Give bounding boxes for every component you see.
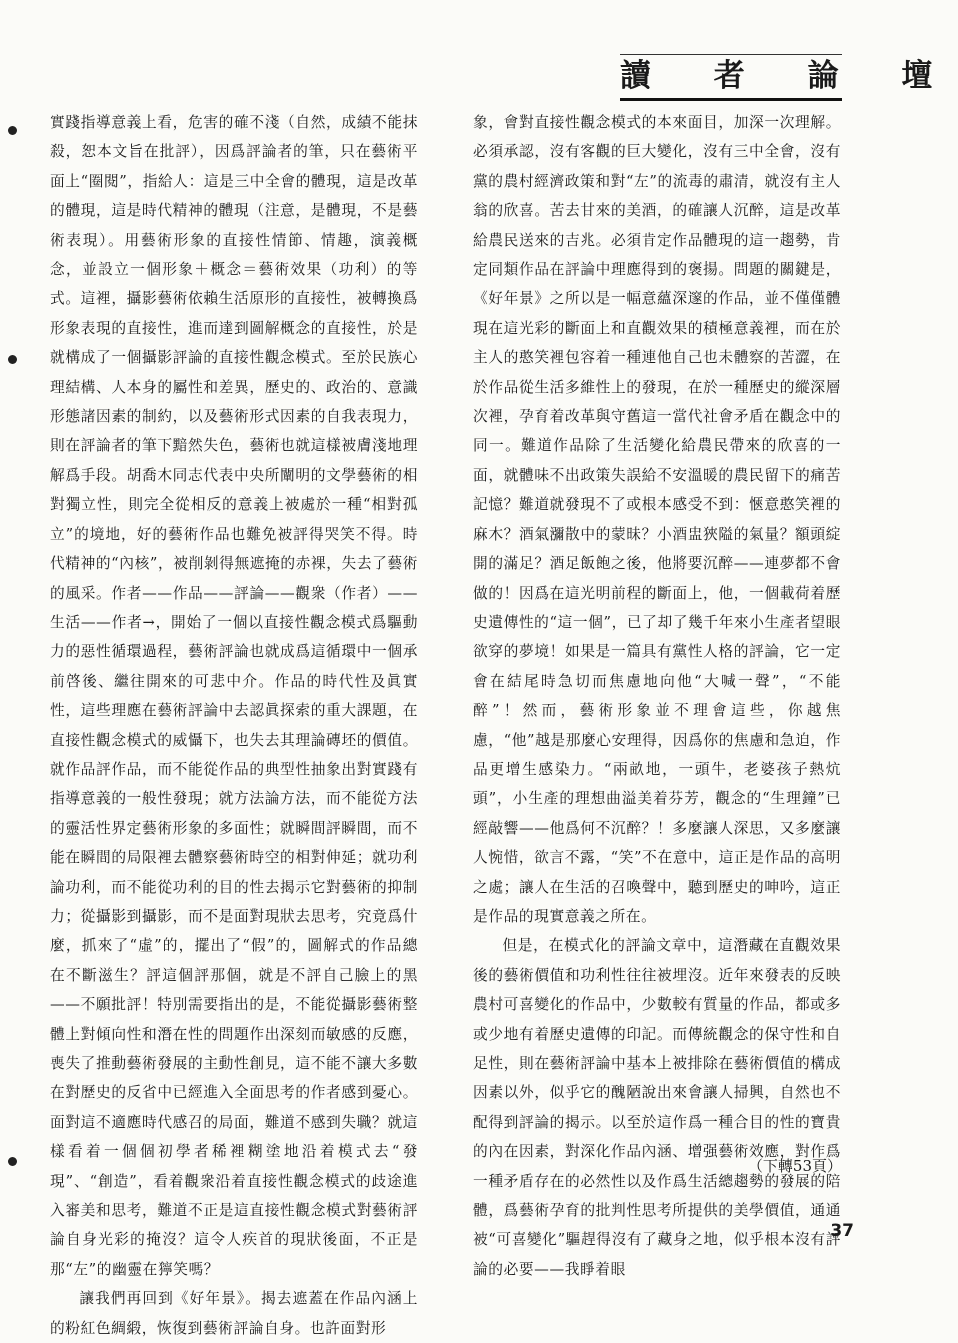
page-number: 37 [830, 1221, 854, 1241]
paragraph: 實踐指導意義上看，危害的確不淺（自然，成績不能抹殺，恕本文旨在批評），因爲評論者的筆，只在藝術平面上“圈閱”，指給人：這是三中全會的體現，這是改革的體現，這是時代精神的體現（注意，是體現，不是藝術表現）。用藝術形象的直接性情節、情趣，演義概念，並設立一個形象＋概念＝藝術效果（功利）的等式。這裡，攝影藝術依賴生活原形的直接性，被轉換爲形象表現的直接性，進而達到圖解概念的直接性，於是就構成了一個攝影評論的直接性觀念模式。至於民族心理結構、人本身的屬性和差異，歷史的、政治的、意識形態諸因素的制約，以及藝術形式因素的自我表現力，則在評論者的筆下黯然失色，藝術也就這樣被膚淺地理解爲手段。胡喬木同志代表中央所闡明的文學藝術的相對獨立性，則完全從相反的意義上被處於一種“相對孤立”的境地，好的藝術作品也難免被評得哭笑不得。時代精神的“內核”，被削剝得無遮掩的赤裸，失去了藝術的風采。作者——作品——評論——觀衆（作者）——生活——作者→，開始了一個以直接性觀念模式爲驅動力的惡性循環過程，藝術評論也就成爲這循環中一個承前啓後、繼往開來的可悲中介。作品的時代性及眞實性，這些理應在藝術評論中去認眞探索的重大課題，在直接性觀念模式的威懾下，也失去其理論磚坯的價值。就作品評作品，而不能從作品的典型性抽象出對實踐有指導意義的一般性發現；就方法論方法，而不能從方法的靈活性界定藝術形象的多面性；就瞬間評瞬間，而不能在瞬間的局限裡去體察藝術時空的相對伸延；就功利論功利，而不能從功利的目的性去揭示它對藝術的抑制力；從攝影到攝影，而不是面對現狀去思考，究竟爲什麼，抓來了“虛”的，擺出了“假”的，圖解式的作品總在不斷滋生？評這個評那個，就是不評自己臉上的黑——不願批評！特別需要指出的是，不能從攝影藝術整體上對傾向性和潛在性的問題作出深刻而敏感的反應，喪失了推動藝術發展的主動性創見，這不能不讓大多數在對歷史的反省中已經進入全面思考的作者感到憂心。面對這不適應時代感召的局面，難道不感到失職？就這樣看着一個個初學者稀裡糊塗地沿着模式去“發現”、“創造”，看着觀衆沿着直接性觀念模式的歧途進入審美和思考，難道不正是這直接性觀念模式對藝術評論自身光彩的掩沒？這令人疾首的現狀後面，不正是那“左”的幽靈在獰笑嗎？ [50, 114, 418, 1278]
header-top-rule [620, 54, 842, 55]
header-bottom-rule [620, 98, 842, 101]
margin-bullet-mark [8, 126, 17, 135]
margin-bullet-mark [8, 355, 17, 364]
margin-bullet-mark [8, 1157, 17, 1166]
continued-on-page-note: （下轉53頁） [747, 1157, 842, 1175]
paragraph: 象，會對直接性觀念模式的本來面目，加深一次理解。必須承認，沒有客觀的巨大變化，沒有三中全會，沒有黨的農村經濟政策和對“左”的流毒的肅清，就沒有主人翁的欣喜。苦去甘來的美酒，的確讓人沉醉，這是改革給農民送來的吉兆。必須肯定作品體現的這一趨勢，肯定同類作品在評論中理應得到的褒揚。問題的關鍵是，《好年景》之所以是一幅意蘊深邃的作品，並不僅僅體現在這光彩的斷面上和直觀效果的積極意義裡，而在於主人的憨笑裡包容着一種連他自己也未體察的苦澀，在於作品從生活多維性上的發現，在於一種歷史的縱深層次裡，孕育着改革與守舊這一當代社會矛盾在觀念中的同一。難道作品除了生活變化給農民帶來的欣喜的一面，就體味不出政策失誤給不安溫暖的農民留下的痛苦記憶？難道就發現不了或根本感受不到：愜意憨笑裡的麻木？酒氣瀰散中的蒙昧？小酒盅狹隘的氣量？額頭綻開的滿足？酒足飯飽之後，他將要沉醉——連夢都不會做的！因爲在這光明前程的斷面上，他，一個載荷着歷史遺傳性的“這一個”，已了却了幾千年來小生產者望眼欲穿的夢境！如果是一篇具有黨性人格的評論，它一定會在結尾時急切而焦慮地向他“大喊一聲”，“不能醉”！然而，藝術形象並不理會這些，你越焦慮，“他”越是那麼心安理得，因爲你的焦慮和急迫，作品更增生感染力。“兩畝地，一頭牛，老婆孩子熱炕頭”，小生產的理想曲溢美着芬芳，觀念的“生理鐘”已經敲響——他爲何不沉醉？！多麼讓人深思，又多麼讓人惋惜，欲言不露，“笑”不在意中，這正是作品的高明之處；讓人在生活的召喚聲中，聽到歷史的呻吟，這正是作品的現實意義之所在。 [473, 114, 841, 925]
paragraph: 讓我們再回到《好年景》。揭去遮蓋在作品內涵上的粉紅色綢緞，恢復到藝術評論自身。也許面對形 [50, 1290, 418, 1337]
section-title: 讀 者 論 壇 [620, 58, 958, 94]
article-column-left [50, 108, 418, 1337]
paragraph: 但是，在模式化的評論文章中，這潛藏在直觀效果後的藝術價值和功利性往往被埋沒。近年來發表的反映農村可喜變化的作品中，少數較有質量的作品，都或多或少地有着歷史遺傳的印記。而傳統觀念的保守性和自足性，則在藝術評論中基本上被排除在藝術價值的構成因素以外，似乎它的醜陋說出來會讓人掃興，自然也不配得到評論的揭示。以至於這作爲一種合目的性的寶貴的內在因素，對深化作品內涵、增强藝術效應，對作爲一種矛盾存在的必然性以及作爲生活總趨勢的發展的陪體，爲藝術孕育的批判性思考所提供的美學價值，通通被“可喜變化”驅趕得沒有了藏身之地，似乎根本沒有評論的必要——我睜着眼 [473, 937, 841, 1278]
article-column-right [473, 108, 841, 1278]
